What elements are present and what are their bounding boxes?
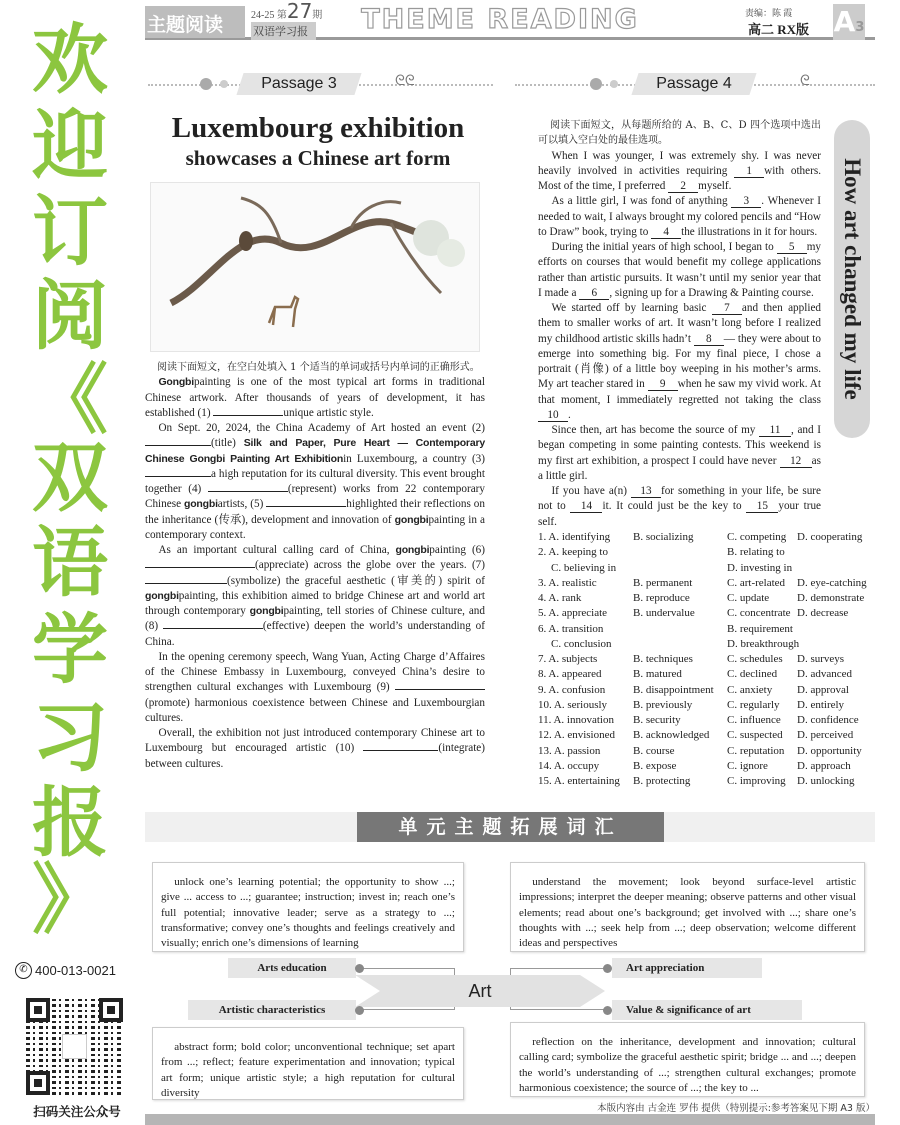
paragraph bbox=[538, 301, 821, 423]
option-row bbox=[538, 622, 878, 637]
text: — they were about to emerge into something big. For my final piece, I chose a portrait (肖像) of a little boy weeping in his mother’s arms. My art teacher stared in bbox=[538, 332, 821, 391]
option[interactable]: D. breakthrough bbox=[727, 637, 800, 650]
option-row bbox=[538, 591, 878, 606]
option[interactable]: D. cooperating bbox=[797, 531, 863, 543]
gongbi-painting-image bbox=[150, 182, 480, 352]
option[interactable]: C. declined bbox=[727, 668, 778, 681]
slogan-char: 迎 bbox=[32, 101, 108, 190]
option[interactable]: D. eye-catching bbox=[797, 576, 867, 589]
text: , signing up for a Drawing & Painting course. bbox=[609, 286, 814, 299]
text: your true self. bbox=[538, 500, 821, 528]
option[interactable]: D. advanced bbox=[797, 668, 852, 681]
option[interactable]: B. socializing bbox=[633, 531, 694, 543]
page-header bbox=[145, 0, 875, 40]
edition: 高二 RX版 bbox=[748, 22, 810, 37]
text: As a little girl, I was fond of anything bbox=[551, 195, 732, 208]
side-title: How art changed my life bbox=[834, 120, 870, 438]
dot bbox=[590, 78, 602, 90]
slogan-char: 双 bbox=[32, 433, 108, 522]
option[interactable]: C. art-related bbox=[727, 576, 786, 589]
text: highlighted their reflections on the inheritance (传承), development and innovation of bbox=[145, 498, 485, 526]
option[interactable]: C. schedules bbox=[727, 653, 783, 665]
phone-text: 400-013-0021 bbox=[35, 963, 116, 978]
paragraph bbox=[145, 421, 485, 543]
option-row bbox=[538, 637, 878, 652]
option-row bbox=[538, 606, 878, 621]
footer-bar bbox=[145, 1114, 875, 1125]
slogan-char: 阅 bbox=[32, 271, 108, 360]
option[interactable]: B. techniques bbox=[633, 653, 693, 665]
answer-blank[interactable]: 11 bbox=[759, 424, 791, 437]
option-row bbox=[538, 728, 878, 743]
option[interactable]: 7. A. subjects bbox=[538, 653, 598, 665]
slogan-char: 《 bbox=[32, 355, 108, 444]
answer-blank[interactable]: 7 bbox=[712, 302, 742, 315]
option-row bbox=[538, 744, 878, 759]
options-list bbox=[538, 530, 878, 789]
issue-number: 24-25 第27期 bbox=[251, 0, 323, 23]
option[interactable]: B. relating to bbox=[727, 546, 785, 559]
bold-term: gongbi bbox=[145, 589, 179, 602]
option[interactable]: C. conclusion bbox=[551, 637, 612, 650]
text: When I was younger, I was extremely shy. I was never heavily involved in activities requiring bbox=[538, 149, 821, 177]
option-row bbox=[538, 652, 878, 667]
dot bbox=[610, 80, 618, 88]
option[interactable]: B. expose bbox=[633, 759, 677, 772]
option[interactable]: C. anxiety bbox=[727, 683, 773, 696]
paper-name: 双语学习报 bbox=[251, 22, 316, 40]
paragraph bbox=[538, 194, 821, 240]
doodle-icon: ᘓ bbox=[800, 74, 810, 89]
dot bbox=[220, 80, 228, 88]
qr-caption: 扫码关注公众号 bbox=[33, 1104, 121, 1119]
phone-icon: ✆ bbox=[15, 962, 32, 979]
text: painting, tell stories of Chinese culture, and (8) bbox=[145, 605, 485, 633]
option[interactable]: C. influence bbox=[727, 714, 781, 726]
answer-blank[interactable] bbox=[208, 491, 288, 492]
text: it. It could just be the key to bbox=[602, 500, 747, 513]
option[interactable]: D. surveys bbox=[797, 653, 845, 665]
option[interactable]: D. investing in bbox=[727, 561, 793, 574]
slogan-char: 语 bbox=[32, 518, 108, 607]
option[interactable]: D. decrease bbox=[797, 607, 849, 620]
answer-blank[interactable]: 5 bbox=[777, 241, 807, 254]
text: (promote) harmonious coexistence between Chinese and Luxembourgian cultures. bbox=[145, 696, 485, 724]
text: and then applied them to smaller works of art. It wasn’t long before I realized my childhood artistic skills hadn’t bbox=[538, 302, 822, 345]
option[interactable]: 1. A. identifying bbox=[538, 531, 611, 543]
section-logo: 主题阅读 bbox=[145, 6, 245, 38]
page-number: A3 bbox=[833, 5, 865, 38]
text: for something in your life, be sure not to bbox=[538, 485, 821, 513]
bold-term: gongbi bbox=[184, 498, 218, 511]
answer-blank[interactable]: 4 bbox=[651, 226, 681, 239]
paragraph bbox=[145, 375, 485, 421]
answer-blank[interactable] bbox=[145, 567, 255, 568]
text: painting, this exhibition aimed to bridge Chinese art and world art through contemporary bbox=[145, 589, 485, 617]
text: Since then, art has become the source of my bbox=[551, 424, 760, 436]
tag-value-significance: Value & significance of art bbox=[612, 1000, 802, 1020]
text: myself. bbox=[698, 180, 732, 192]
artistic-characteristics-box: abstract form; bold color; unconventional technique; set apart from ...; reflect; feature experimentation and innovation; typical art form; unique artistic style; a high reputation for cultural diversity bbox=[152, 1027, 464, 1100]
option[interactable]: D. perceived bbox=[797, 729, 854, 742]
text: unique artistic style. bbox=[283, 406, 374, 419]
article-title: Luxembourg exhibition bbox=[171, 112, 465, 144]
answer-blank[interactable]: 14 bbox=[570, 500, 602, 513]
dot bbox=[200, 78, 212, 90]
answer-blank[interactable]: 2 bbox=[668, 180, 698, 193]
slogan-char: 习 bbox=[32, 693, 108, 782]
slogan-char: 订 bbox=[32, 187, 108, 276]
instruction: 阅读下面短文，从每题所给的 A、B、C、D 四个选项中选出可以填入空白处的最佳选项。 bbox=[538, 120, 821, 147]
option[interactable]: 8. A. appeared bbox=[538, 668, 602, 681]
option-row bbox=[538, 667, 878, 682]
option[interactable]: 10. A. seriously bbox=[538, 698, 608, 711]
passage-3-text bbox=[145, 360, 485, 772]
passage-3-label: Passage 3 bbox=[261, 75, 337, 92]
option[interactable]: 12. A. envisioned bbox=[538, 729, 615, 742]
paragraph bbox=[538, 240, 821, 301]
option-row bbox=[538, 759, 878, 774]
option-row bbox=[538, 576, 878, 591]
option[interactable]: 13. A. passion bbox=[538, 744, 601, 757]
answer-blank[interactable] bbox=[145, 476, 211, 477]
option[interactable]: B. disappointment bbox=[633, 683, 714, 696]
answer-blank[interactable] bbox=[213, 415, 283, 416]
option[interactable]: B. requirement bbox=[727, 622, 793, 635]
option[interactable]: D. unlocking bbox=[797, 775, 855, 787]
paragraph bbox=[145, 726, 485, 772]
option[interactable]: 6. A. transition bbox=[538, 622, 604, 635]
tag-arts-education: Arts education bbox=[228, 958, 356, 978]
option[interactable]: B. security bbox=[633, 714, 681, 726]
credit-line: 本版内容由 古金连 罗伟 提供（特别提示:参考答案见下期 A3 版） bbox=[597, 1103, 875, 1114]
text: as a little girl. bbox=[538, 454, 821, 482]
option[interactable]: 9. A. confusion bbox=[538, 683, 606, 696]
bold-term: gongbi bbox=[395, 544, 430, 556]
text: painting (6) bbox=[429, 544, 485, 556]
theme-title: THEME READING bbox=[361, 4, 639, 35]
option[interactable]: 15. A. entertaining bbox=[538, 775, 620, 787]
answer-blank[interactable]: 12 bbox=[780, 455, 812, 468]
arts-education-box: unlock one’s learning potential; the opportunity to show ...; give ... access to ...; guarantee; instruction; invest in; reach one’s full potential; innovative leader; serve as a strategy to ...; transformative; convey one’s thoughts and feelings creatively and visually; enrich one’s dimensions of learning bbox=[152, 862, 464, 952]
option[interactable]: 3. A. realistic bbox=[538, 576, 597, 589]
option[interactable]: C. concentrate bbox=[727, 607, 791, 620]
answer-blank[interactable]: 9 bbox=[648, 378, 678, 391]
instruction: 阅读下面短文，在空白处填入 1 个适当的单词或括号内单词的正确形式。 bbox=[157, 362, 480, 373]
dot bbox=[355, 964, 364, 973]
option[interactable]: C. ignore bbox=[727, 759, 768, 772]
slogan-char: 欢 bbox=[32, 15, 108, 104]
phone-number bbox=[15, 962, 116, 979]
paragraph bbox=[145, 650, 485, 726]
article-subtitle: showcases a Chinese art form bbox=[185, 146, 451, 170]
text: when he saw my vivid work. At that moment, I immediately regretted not taking the class bbox=[538, 378, 821, 406]
option[interactable]: C. suspected bbox=[727, 729, 783, 742]
option[interactable]: 11. A. innovation bbox=[538, 714, 614, 726]
answer-blank[interactable]: 3 bbox=[731, 195, 761, 208]
text: (represent) works from 22 contemporary Chinese bbox=[145, 483, 486, 511]
text: (integrate) between cultures. bbox=[145, 742, 485, 770]
option[interactable]: D. demonstrate bbox=[797, 592, 865, 604]
text: Overall, the exhibition not just introduced contemporary Chinese art to Luxembourg but encouraged artistic (10) bbox=[145, 727, 485, 755]
bold-term: Silk and Paper, Pure Heart — Contemporary Chinese Gongbi Painting Art Exhibition bbox=[145, 437, 485, 465]
bold-term: Gongbi bbox=[158, 376, 194, 389]
option[interactable]: B. previously bbox=[633, 698, 693, 711]
text: (appreciate) across the globe over the years. (7) bbox=[255, 559, 485, 572]
dot bbox=[355, 1006, 364, 1015]
paragraph bbox=[145, 543, 485, 650]
text: a high reputation for its cultural diversity. This event brought together (4) bbox=[145, 467, 485, 495]
text: painting is one of the most typical art forms in traditional Chinese artwork. After thousands of years of development, it has established (1) bbox=[145, 376, 485, 419]
text: painting in a contemporary context. bbox=[145, 513, 485, 541]
bold-term: gongbi bbox=[394, 513, 429, 526]
text: We started off by learning basic bbox=[551, 302, 712, 314]
option[interactable]: 14. A. occupy bbox=[538, 759, 600, 772]
option[interactable]: C. regularly bbox=[727, 698, 780, 711]
qr-code[interactable] bbox=[26, 998, 123, 1095]
passage-4-text bbox=[538, 118, 821, 530]
answer-blank[interactable] bbox=[363, 750, 438, 751]
option[interactable]: D. confidence bbox=[797, 714, 859, 726]
answer-blank[interactable]: 13 bbox=[631, 485, 661, 498]
option[interactable]: C. reputation bbox=[727, 744, 785, 757]
paragraph bbox=[538, 149, 821, 195]
answer-blank[interactable] bbox=[266, 506, 346, 507]
slogan-char: 学 bbox=[32, 605, 108, 694]
option-row bbox=[538, 530, 878, 545]
answer-blank[interactable]: 6 bbox=[579, 287, 609, 300]
option[interactable]: 4. A. rank bbox=[538, 592, 582, 604]
paragraph bbox=[538, 484, 821, 530]
option[interactable]: B. protecting bbox=[633, 775, 691, 787]
option[interactable]: D. opportunity bbox=[797, 744, 862, 757]
option[interactable]: D. approach bbox=[797, 759, 851, 772]
option[interactable]: 5. A. appreciate bbox=[538, 607, 608, 620]
text: During the initial years of high school, I began to bbox=[551, 241, 777, 253]
answer-blank[interactable]: 1 bbox=[734, 165, 764, 178]
text: the illustrations in it for hours. bbox=[681, 225, 818, 238]
slogan-char: 报 bbox=[32, 778, 108, 867]
subscribe-slogan bbox=[0, 0, 140, 944]
answer-blank[interactable]: 10 bbox=[538, 409, 568, 422]
text: On Sept. 20, 2024, the China Academy of Art hosted an event (2) bbox=[158, 422, 485, 434]
option[interactable]: C. believing in bbox=[551, 561, 617, 574]
text: artists, (5) bbox=[217, 498, 267, 511]
text: If you have a(n) bbox=[551, 485, 631, 497]
option[interactable]: D. approval bbox=[797, 683, 849, 696]
passage-4-label: Passage 4 bbox=[656, 75, 732, 92]
tag-art-appreciation: Art appreciation bbox=[612, 958, 762, 978]
tag-artistic-characteristics: Artistic characteristics bbox=[188, 1000, 356, 1020]
answer-blank[interactable] bbox=[145, 445, 211, 446]
option-row bbox=[538, 713, 878, 728]
vocab-banner: 单元主题拓展词汇 bbox=[357, 812, 664, 842]
answer-blank[interactable]: 15 bbox=[746, 500, 778, 513]
option[interactable]: D. entirely bbox=[797, 698, 845, 711]
option-row bbox=[538, 545, 878, 560]
value-significance-box: reflection on the inheritance, development and innovation; cultural calling card; symbolize the graceful aesthetic spirit; bridge ... and ...; deepen the world’s understanding of ...; strengthen cultural exchanges; promote harmonious coexistence; the source of ...; the key to ... bbox=[510, 1022, 865, 1097]
paragraph bbox=[538, 423, 821, 484]
answer-blank[interactable] bbox=[163, 628, 263, 629]
option[interactable]: B. permanent bbox=[633, 576, 693, 589]
text: . Whenever I needed to wait, I always brought my colored pencils and “How to Draw” book, trying to bbox=[538, 195, 821, 238]
answer-blank[interactable] bbox=[145, 583, 227, 584]
option[interactable]: B. acknowledged bbox=[633, 729, 710, 742]
text: . bbox=[568, 408, 571, 421]
answer-blank[interactable]: 8 bbox=[694, 333, 724, 346]
text: (title) bbox=[211, 437, 244, 450]
answer-blank[interactable] bbox=[395, 689, 485, 690]
option[interactable]: B. reproduce bbox=[633, 592, 690, 604]
text: my efforts on courses that would benefit my college applications rather than artistic pursuits. It wasn’t until my senior year that I made a bbox=[538, 241, 821, 299]
option[interactable]: 2. A. keeping to bbox=[538, 546, 608, 559]
text: (symbolize) the graceful aesthetic (审美的) spirit of bbox=[227, 574, 485, 587]
text: (effective) deepen the world’s understanding of China. bbox=[145, 620, 485, 648]
option-row bbox=[538, 774, 878, 789]
text: , and I began competing in some painting contests. This weekend is my first art exhibition, a prospect I could have never bbox=[538, 424, 821, 467]
text: in Luxembourg, a country (3) bbox=[343, 452, 485, 465]
option[interactable]: B. undervalue bbox=[633, 607, 695, 620]
option-row bbox=[538, 683, 878, 698]
option-row bbox=[538, 561, 878, 576]
text: with others. Most of the time, I preferred bbox=[538, 164, 821, 192]
slogan-char: 》 bbox=[32, 855, 108, 944]
bold-term: gongbi bbox=[249, 605, 284, 617]
option-row bbox=[538, 698, 878, 713]
text: As an important cultural calling card of China, bbox=[158, 544, 396, 556]
dot bbox=[603, 964, 612, 973]
art-center-label: Art bbox=[468, 981, 492, 1001]
option[interactable]: C. improving bbox=[727, 775, 786, 787]
dot bbox=[603, 1006, 612, 1015]
option[interactable]: B. matured bbox=[633, 668, 682, 681]
option[interactable]: C. update bbox=[727, 592, 770, 604]
doodle-icon: ᘓᘓ bbox=[395, 74, 415, 89]
art-appreciation-box: understand the movement; look beyond surface-level artistic impressions; interpret the deeper meaning; observe patterns and other visual elements; read about one’s background; get involved with ...; share one’s thoughts with ...; seek help from ...; deep observation; welcome different ideas and perspectives bbox=[510, 862, 865, 952]
text: In the opening ceremony speech, Wang Yuan, Acting Charge d’Affaires of the Chinese Embassy in Luxembourg, conveyed China’s desire to strengthen cultural exchanges with Luxembourg (9) bbox=[145, 650, 485, 694]
editor: 责编：陈 霞 bbox=[745, 8, 793, 18]
option[interactable]: B. course bbox=[633, 744, 675, 757]
option[interactable]: C. competing bbox=[727, 531, 787, 543]
